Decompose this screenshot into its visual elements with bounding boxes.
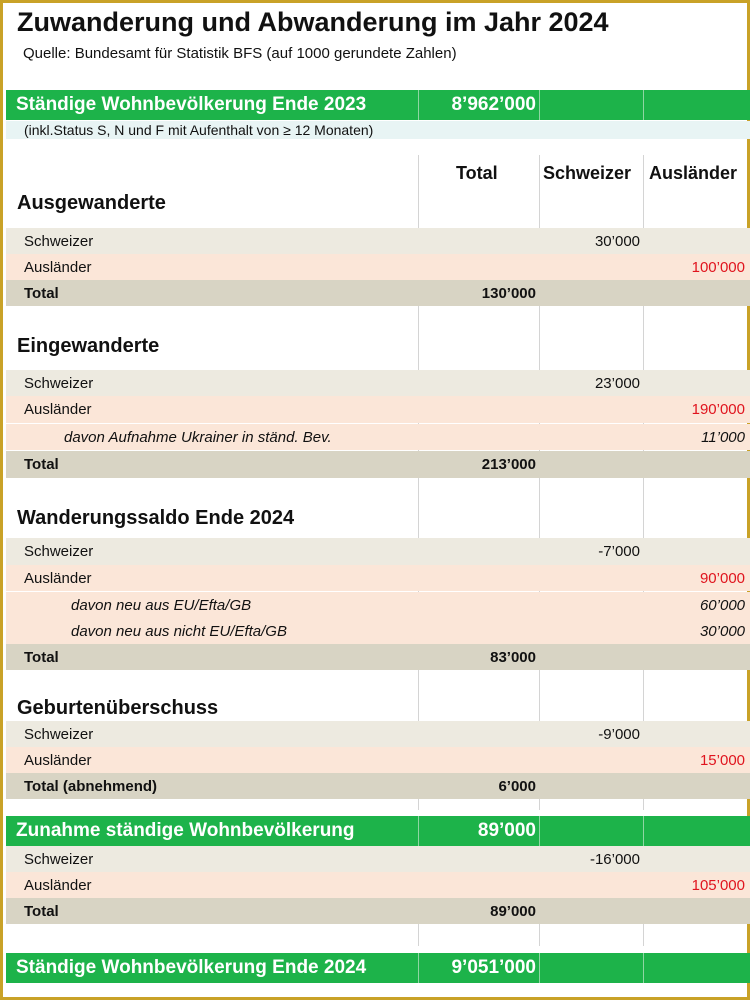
row-label: Ausländer <box>24 259 92 276</box>
table-row <box>6 618 750 644</box>
table-row <box>6 228 750 254</box>
table-row <box>6 872 750 898</box>
section-title-births: Geburtenüberschuss <box>17 697 219 719</box>
end-population-label: Ständige Wohnbevölkerung Ende 2024 <box>16 957 367 978</box>
page-title: Zuwanderung und Abwanderung im Jahr 2024 <box>17 7 609 37</box>
row-label: Total <box>24 285 59 302</box>
table-row <box>6 424 750 450</box>
increase-value: 89’000 <box>477 820 536 841</box>
table-row <box>6 721 750 747</box>
column-header-swiss: Schweizer <box>543 163 632 183</box>
table-row <box>6 370 750 396</box>
row-label: Ausländer <box>24 570 92 587</box>
total-value: 83’000 <box>490 649 536 666</box>
green-divider <box>418 953 419 983</box>
increase-label: Zunahme ständige Wohnbevölkerung <box>16 820 355 841</box>
column-header-foreign: Ausländer <box>649 163 738 183</box>
row-label: Total <box>24 903 59 920</box>
end-population-value: 9’051’000 <box>451 957 536 978</box>
row-label: davon Aufnahme Ukrainer in ständ. Bev. <box>64 429 332 446</box>
foreign-value: 105’000 <box>691 877 745 894</box>
table-row-total <box>6 773 750 799</box>
row-label: Schweizer <box>24 543 94 560</box>
table-row <box>6 538 750 565</box>
row-label: Total <box>24 456 59 473</box>
row-label: Ausländer <box>24 401 92 418</box>
total-value: 6’000 <box>498 778 536 795</box>
column-header-total: Total <box>456 163 498 183</box>
row-label: Schweizer <box>24 375 94 392</box>
table-row-total <box>6 898 750 924</box>
source-note: Quelle: Bundesamt für Statistik BFS (auf 1000 gerundete Zahlen) <box>23 45 457 62</box>
row-label: Schweizer <box>24 851 94 868</box>
row-label: Total <box>24 649 59 666</box>
swiss-value: -9’000 <box>598 726 640 743</box>
start-population-value: 8’962’000 <box>451 94 536 115</box>
table-row <box>6 254 750 280</box>
total-value: 213’000 <box>481 456 536 473</box>
swiss-value: 23’000 <box>594 375 640 392</box>
swiss-value: -7’000 <box>598 543 640 560</box>
end-population-row <box>6 953 750 983</box>
row-label: davon neu aus nicht EU/Efta/GB <box>71 623 287 640</box>
foreign-value: 90’000 <box>699 570 745 587</box>
table-row <box>6 396 750 423</box>
foreign-value: 190’000 <box>691 401 745 418</box>
green-divider <box>643 816 644 846</box>
row-label: Total (abnehmend) <box>24 778 158 795</box>
foreign-value: 15’000 <box>699 752 745 769</box>
row-label: Schweizer <box>24 726 94 743</box>
green-divider <box>418 90 419 120</box>
start-population-label: Ständige Wohnbevölkerung Ende 2023 <box>16 94 367 115</box>
section-title-immigrated: Eingewanderte <box>17 335 160 357</box>
table-row-total <box>6 644 750 670</box>
row-label: Ausländer <box>24 877 92 894</box>
green-divider <box>643 90 644 120</box>
start-population-row <box>6 90 750 120</box>
table-row-total <box>6 451 750 478</box>
row-label: Schweizer <box>24 233 94 250</box>
section-title-balance: Wanderungssaldo Ende 2024 <box>17 507 295 529</box>
table-row-total <box>6 280 750 306</box>
increase-row <box>6 816 750 846</box>
status-note-text: (inkl.Status S, N und F mit Aufenthalt von ≥ 12 Monaten) <box>24 122 374 138</box>
foreign-value: 100’000 <box>691 259 745 276</box>
foreign-value: 11’000 <box>701 429 745 446</box>
green-divider <box>643 953 644 983</box>
green-divider <box>539 90 540 120</box>
foreign-value: 30’000 <box>699 623 745 640</box>
table-row <box>6 565 750 591</box>
total-value: 130’000 <box>481 285 536 302</box>
section-title-emigrated: Ausgewanderte <box>17 192 166 214</box>
table-row <box>6 592 750 618</box>
row-label: Ausländer <box>24 752 92 769</box>
status-note <box>6 121 750 139</box>
green-divider <box>539 953 540 983</box>
foreign-value: 60’000 <box>699 597 745 614</box>
green-divider <box>418 816 419 846</box>
table-row <box>6 747 750 773</box>
green-divider <box>539 816 540 846</box>
table-row <box>6 846 750 872</box>
swiss-value: 30’000 <box>594 233 640 250</box>
row-label: davon neu aus EU/Efta/GB <box>71 597 252 614</box>
total-value: 89’000 <box>490 903 536 920</box>
swiss-value: -16’000 <box>589 851 640 868</box>
